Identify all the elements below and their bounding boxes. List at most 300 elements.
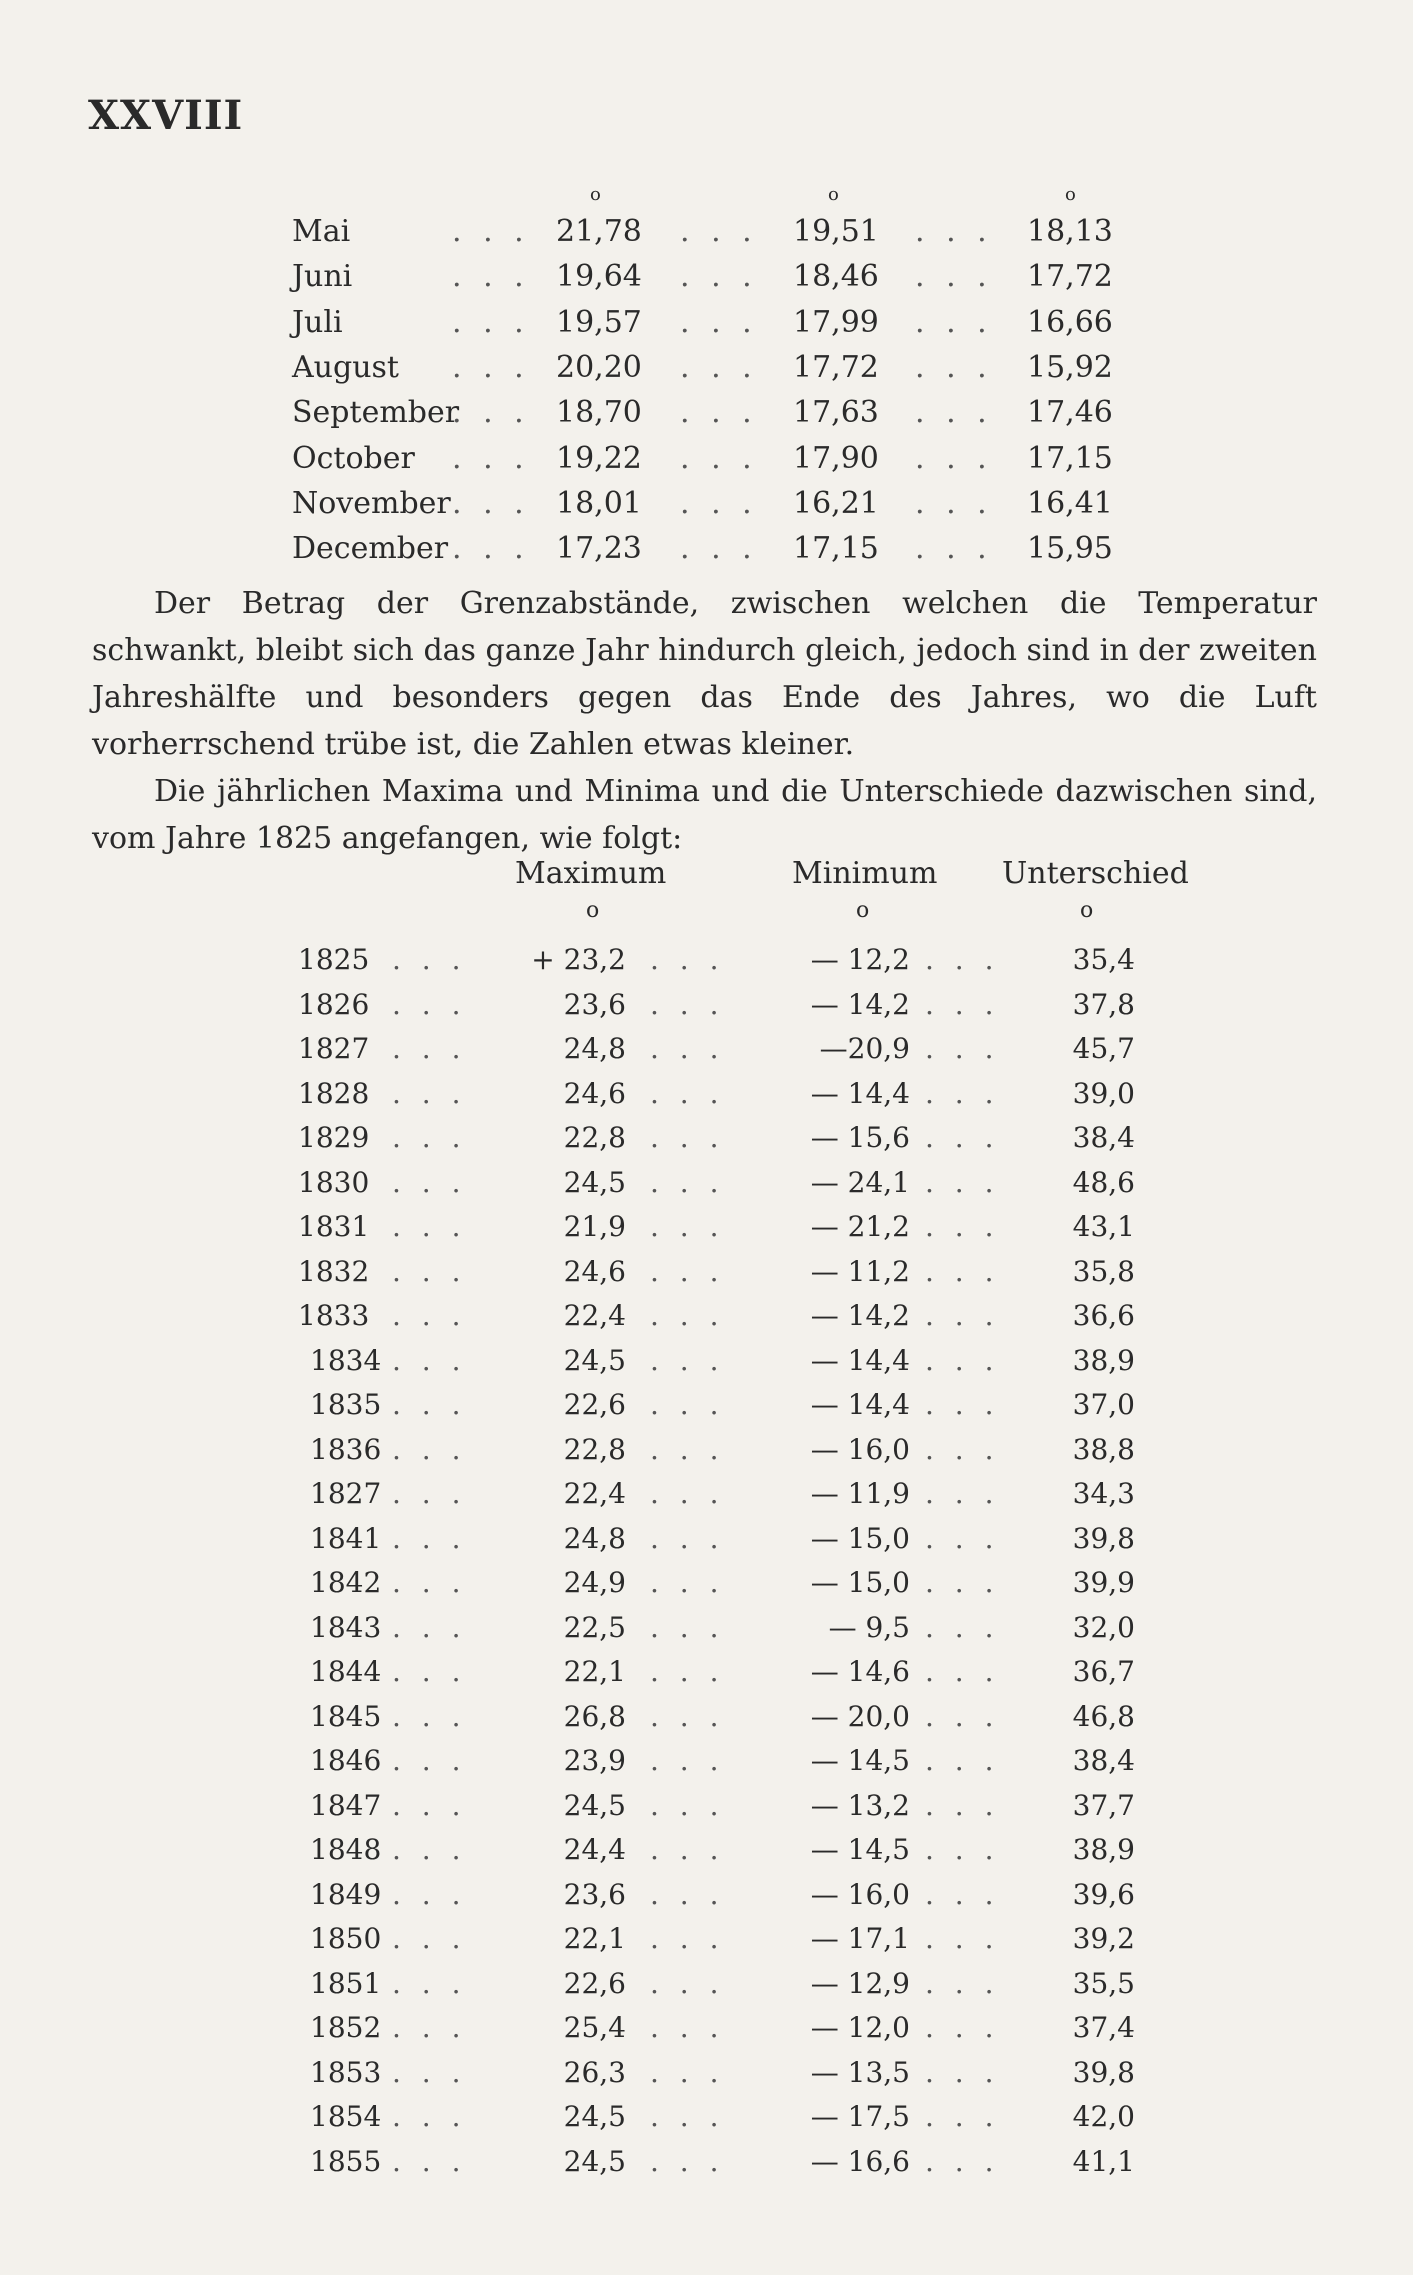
year-cell: 1847 [310,1788,382,1822]
value-cell: 19,51 [793,214,879,249]
minimum-cell: — 21,2 [810,1210,910,1243]
table-row [0,529,1413,569]
difference-cell: 39,6 [1072,1877,1135,1911]
year-cell: 1842 [310,1566,382,1599]
table-row [0,1919,1413,1959]
paragraph: Die jährlichen Maxima und Minima und die Unterschiede dazwischen sind, vom Jahre 1825 angefangen, wie folgt: [92,774,1317,856]
year-cell: 1835 [310,1388,382,1421]
year-cell: 1849 [310,1877,382,1911]
leader-dots: . . . [650,2144,725,2178]
text-paragraph-1 [92,580,1317,768]
maximum-cell: 22,4 [563,1477,626,1510]
leader-dots: . . . [925,943,1000,976]
minimum-cell: — 13,2 [810,1788,910,1822]
difference-cell: 37,8 [1072,987,1135,1021]
leader-dots: . . . [925,1165,1000,1199]
value-cell: 15,92 [1027,349,1113,385]
leader-dots: . . . [925,1076,1000,1110]
leader-dots: . . . [915,485,993,521]
month-label: December [292,531,449,567]
year-cell: 1854 [310,2100,382,2133]
leader-dots: . . . [650,1610,725,1644]
minimum-cell: — 15,0 [810,1521,910,1555]
leader-dots: . . . [650,1966,725,2000]
leader-dots: . . . [680,440,758,476]
leader-dots: . . . [650,1343,725,1377]
value-cell: 18,70 [556,395,642,431]
maximum-cell: 26,3 [563,2055,626,2089]
leader-dots: . . . [392,1788,467,1822]
table-row [0,257,1413,297]
leader-dots: . . . [915,349,993,385]
maximum-cell: 23,6 [563,987,626,1021]
maximum-cell: 22,8 [563,1432,626,1466]
leader-dots: . . . [650,1388,725,1421]
leader-dots: . . . [650,1744,725,1777]
maximum-cell: 23,6 [563,1877,626,1911]
leader-dots: . . . [452,531,530,567]
difference-cell: 37,0 [1072,1388,1135,1421]
difference-cell: 37,4 [1072,2011,1135,2044]
leader-dots: . . . [925,1833,1000,1866]
leader-dots: . . . [392,1165,467,1199]
maximum-cell: + 23,2 [531,943,626,976]
year-cell: 1841 [310,1521,382,1555]
table-row [0,1296,1413,1336]
table-row [0,1964,1413,2004]
minimum-cell: — 16,6 [810,2144,910,2178]
year-cell: 1834 [310,1343,382,1377]
difference-cell: 39,0 [1072,1076,1135,1110]
value-cell: 19,64 [556,259,642,295]
difference-cell: 38,9 [1072,1343,1135,1377]
difference-cell: 38,4 [1072,1121,1135,1154]
table-row [0,985,1413,1025]
value-cell: 20,20 [556,349,642,385]
leader-dots: . . . [925,1744,1000,1777]
leader-dots: . . . [925,1210,1000,1243]
leader-dots: . . . [452,440,530,476]
leader-dots: . . . [925,1877,1000,1911]
value-cell: 19,22 [556,440,642,476]
minimum-cell: — 17,5 [810,2100,910,2133]
difference-cell: 39,8 [1072,2055,1135,2089]
header-minimum: Minimum [792,856,938,891]
difference-cell: 39,9 [1072,1566,1135,1599]
value-cell: 17,46 [1027,395,1113,431]
difference-cell: 42,0 [1072,2100,1135,2133]
leader-dots: . . . [650,1655,725,1688]
degree-mark: o [828,184,839,205]
leader-dots: . . . [392,1966,467,2000]
leader-dots: . . . [680,395,758,431]
value-cell: 21,78 [556,214,642,249]
maximum-cell: 22,6 [563,1388,626,1421]
leader-dots: . . . [392,1477,467,1510]
minimum-cell: — 20,0 [810,1699,910,1733]
leader-dots: . . . [925,2144,1000,2178]
leader-dots: . . . [392,1922,467,1955]
month-label: Juni [292,259,353,295]
leader-dots: . . . [915,304,993,340]
leader-dots: . . . [925,1477,1000,1510]
leader-dots: . . . [925,2100,1000,2133]
year-cell: 1836 [310,1432,382,1466]
leader-dots: . . . [650,1566,725,1599]
year-cell: 1827 [298,1032,370,1065]
year-cell: 1844 [310,1655,382,1688]
maximum-cell: 24,5 [563,2100,626,2133]
table-row [0,2097,1413,2137]
minimum-cell: — 14,4 [810,1388,910,1421]
text-paragraph-2 [92,768,1317,862]
month-label: Mai [292,214,351,249]
leader-dots: . . . [392,1744,467,1777]
leader-dots: . . . [392,1699,467,1733]
difference-cell: 39,2 [1072,1922,1135,1955]
table-row [0,1608,1413,1648]
year-cell: 1826 [298,987,370,1021]
maximum-cell: 24,8 [563,1521,626,1555]
minimum-cell: —20,9 [819,1032,910,1065]
table-row [0,1474,1413,1514]
table-row [0,1830,1413,1870]
degree-mark: o [856,898,870,923]
leader-dots: . . . [925,2055,1000,2089]
maximum-cell: 22,6 [563,1966,626,2000]
leader-dots: . . . [392,1566,467,1599]
year-cell: 1827 [310,1477,382,1510]
leader-dots: . . . [650,1521,725,1555]
table-row [0,1029,1413,1069]
year-cell: 1830 [298,1165,370,1199]
year-cell: 1848 [310,1833,382,1866]
difference-cell: 39,8 [1072,1521,1135,1555]
leader-dots: . . . [452,304,530,340]
value-cell: 17,72 [793,349,879,385]
leader-dots: . . . [392,1343,467,1377]
leader-dots: . . . [915,395,993,431]
leader-dots: . . . [680,485,758,521]
leader-dots: . . . [925,2011,1000,2044]
value-cell: 17,15 [793,531,879,567]
leader-dots: . . . [650,1432,725,1466]
leader-dots: . . . [925,1566,1000,1599]
leader-dots: . . . [650,1165,725,1199]
leader-dots: . . . [925,1432,1000,1466]
leader-dots: . . . [650,1788,725,1822]
leader-dots: . . . [392,1032,467,1065]
maximum-cell: 24,8 [563,1032,626,1065]
difference-cell: 34,3 [1072,1477,1135,1510]
maximum-cell: 24,5 [563,1788,626,1822]
difference-cell: 46,8 [1072,1699,1135,1733]
maximum-cell: 22,1 [563,1922,626,1955]
difference-cell: 36,7 [1072,1655,1135,1688]
degree-mark: o [1065,184,1076,205]
difference-cell: 35,5 [1072,1966,1135,2000]
leader-dots: . . . [392,1432,467,1466]
leader-dots: . . . [392,1877,467,1911]
leader-dots: . . . [680,259,758,295]
leader-dots: . . . [650,1032,725,1065]
header-unterschied: Unterschied [1002,856,1189,891]
leader-dots: . . . [925,1343,1000,1377]
leader-dots: . . . [650,2055,725,2089]
leader-dots: . . . [925,1655,1000,1688]
leader-dots: . . . [392,1076,467,1110]
year-cell: 1852 [310,2011,382,2044]
minimum-cell: — 14,6 [810,1655,910,1688]
value-cell: 18,01 [556,485,642,521]
leader-dots: . . . [925,1610,1000,1644]
leader-dots: . . . [392,1254,467,1288]
table-row [0,439,1413,479]
value-cell: 16,21 [793,485,879,521]
leader-dots: . . . [392,1521,467,1555]
year-cell: 1829 [298,1121,370,1154]
maximum-cell: 24,4 [563,1833,626,1866]
minimum-cell: — 14,4 [810,1076,910,1110]
leader-dots: . . . [650,1210,725,1243]
leader-dots: . . . [650,1477,725,1510]
table-row [0,940,1413,980]
maximum-cell: 24,5 [563,2144,626,2178]
year-cell: 1831 [298,1210,370,1243]
difference-cell: 48,6 [1072,1165,1135,1199]
month-label: September [292,395,460,431]
value-cell: 17,99 [793,304,879,340]
table-row [0,2142,1413,2182]
leader-dots: . . . [452,259,530,295]
maximum-cell: 24,5 [563,1165,626,1199]
leader-dots: . . . [650,1699,725,1733]
table-row [0,1786,1413,1826]
value-cell: 19,57 [556,304,642,340]
leader-dots: . . . [650,1877,725,1911]
leader-dots: . . . [392,2144,467,2178]
leader-dots: . . . [925,1032,1000,1065]
difference-cell: 41,1 [1072,2144,1135,2178]
table-row [0,393,1413,433]
leader-dots: . . . [392,1655,467,1688]
table-row [0,1741,1413,1781]
leader-dots: . . . [915,440,993,476]
maximum-cell: 22,8 [563,1121,626,1154]
minimum-cell: — 16,0 [810,1877,910,1911]
leader-dots: . . . [925,1299,1000,1332]
table-row [0,348,1413,388]
leader-dots: . . . [915,259,993,295]
difference-cell: 37,7 [1072,1788,1135,1822]
value-cell: 17,15 [1027,440,1113,476]
table-row [0,212,1413,252]
table-row [0,1163,1413,1203]
leader-dots: . . . [650,1922,725,1955]
month-label: November [292,485,451,521]
table-row [0,1207,1413,1247]
difference-cell: 35,4 [1072,943,1135,976]
leader-dots: . . . [392,987,467,1021]
value-cell: 17,72 [1027,259,1113,295]
minimum-cell: — 12,2 [810,943,910,976]
minimum-cell: — 11,2 [810,1254,910,1288]
leader-dots: . . . [452,214,530,249]
value-cell: 17,90 [793,440,879,476]
value-cell: 16,41 [1027,485,1113,521]
leader-dots: . . . [680,349,758,385]
leader-dots: . . . [650,1254,725,1288]
maximum-cell: 26,8 [563,1699,626,1733]
leader-dots: . . . [925,1922,1000,1955]
table-row [0,1341,1413,1381]
leader-dots: . . . [392,2011,467,2044]
maximum-cell: 22,5 [563,1610,626,1644]
minimum-cell: — 15,0 [810,1566,910,1599]
month-label: October [292,440,415,476]
leader-dots: . . . [650,1299,725,1332]
maximum-cell: 24,6 [563,1254,626,1288]
year-cell: 1853 [310,2055,382,2089]
leader-dots: . . . [392,1388,467,1421]
difference-cell: 38,9 [1072,1833,1135,1866]
table-row [0,2053,1413,2093]
leader-dots: . . . [650,987,725,1021]
table-row [0,1252,1413,1292]
year-cell: 1825 [298,943,370,976]
leader-dots: . . . [392,2055,467,2089]
table-row [0,484,1413,524]
difference-cell: 38,8 [1072,1432,1135,1466]
value-cell: 16,66 [1027,304,1113,340]
minimum-cell: — 17,1 [810,1922,910,1955]
year-cell: 1832 [298,1254,370,1288]
leader-dots: . . . [925,1121,1000,1154]
difference-cell: 38,4 [1072,1744,1135,1777]
leader-dots: . . . [392,2100,467,2133]
leader-dots: . . . [452,395,530,431]
leader-dots: . . . [680,214,758,249]
header-maximum: Maximum [515,856,667,891]
maximum-cell: 21,9 [563,1210,626,1243]
leader-dots: . . . [915,531,993,567]
year-cell: 1855 [310,2144,382,2178]
leader-dots: . . . [650,1121,725,1154]
leader-dots: . . . [392,1833,467,1866]
value-cell: 17,23 [556,531,642,567]
value-cell: 15,95 [1027,531,1113,567]
minimum-cell: — 14,2 [810,1299,910,1332]
table-row [0,1519,1413,1559]
table-row [0,1074,1413,1114]
leader-dots: . . . [392,1121,467,1154]
leader-dots: . . . [650,2011,725,2044]
degree-mark: o [586,898,600,923]
leader-dots: . . . [680,531,758,567]
table-row [0,1697,1413,1737]
leader-dots: . . . [680,304,758,340]
leader-dots: . . . [925,1966,1000,2000]
minimum-cell: — 14,2 [810,987,910,1021]
leader-dots: . . . [650,2100,725,2133]
minimum-cell: — 9,5 [828,1610,910,1644]
leader-dots: . . . [925,1699,1000,1733]
table-row [0,1563,1413,1603]
maximum-cell: 22,4 [563,1299,626,1332]
minimum-cell: — 14,5 [810,1833,910,1866]
leader-dots: . . . [925,987,1000,1021]
table-row [0,1385,1413,1425]
minimum-cell: — 15,6 [810,1121,910,1154]
minimum-cell: — 14,5 [810,1744,910,1777]
year-cell: 1850 [310,1922,382,1955]
month-label: Juli [292,304,343,340]
minimum-cell: — 16,0 [810,1432,910,1466]
minimum-cell: — 12,9 [810,1966,910,2000]
leader-dots: . . . [392,1299,467,1332]
leader-dots: . . . [392,943,467,976]
table-row [0,1875,1413,1915]
year-cell: 1845 [310,1699,382,1733]
paragraph: Der Betrag der Grenzabstände, zwischen welchen die Temperatur schwankt, bleibt sich das ganze Jahr hindurch gleich, jedoch sind in der zweiten Jahreshälfte und besonders gegen das Ende des Jahres, wo die Luft vorherrschend trübe ist, die Zahlen etwas kleiner. [92,586,1317,762]
maximum-cell: 24,5 [563,1343,626,1377]
table-row [0,2008,1413,2048]
minimum-cell: — 11,9 [810,1477,910,1510]
table-row [0,1430,1413,1470]
leader-dots: . . . [650,1076,725,1110]
table-row [0,1652,1413,1692]
leader-dots: . . . [925,1788,1000,1822]
leader-dots: . . . [452,485,530,521]
leader-dots: . . . [925,1388,1000,1421]
difference-cell: 36,6 [1072,1299,1135,1332]
maximum-cell: 25,4 [563,2011,626,2044]
table-row [0,1118,1413,1158]
leader-dots: . . . [392,1210,467,1243]
difference-cell: 32,0 [1072,1610,1135,1644]
minimum-cell: — 13,5 [810,2055,910,2089]
minimum-cell: — 14,4 [810,1343,910,1377]
table-row [0,303,1413,343]
month-label: August [292,349,399,385]
degree-mark: o [590,184,601,205]
maximum-cell: 24,6 [563,1076,626,1110]
leader-dots: . . . [392,1610,467,1644]
year-cell: 1833 [298,1299,370,1332]
maximum-cell: 22,1 [563,1655,626,1688]
difference-cell: 45,7 [1072,1032,1135,1065]
minimum-cell: — 12,0 [810,2011,910,2044]
value-cell: 18,13 [1027,214,1113,249]
page-number: XXVIII [88,92,244,139]
year-cell: 1828 [298,1076,370,1110]
leader-dots: . . . [650,1833,725,1866]
minimum-cell: — 24,1 [810,1165,910,1199]
value-cell: 18,46 [793,259,879,295]
maximum-cell: 23,9 [563,1744,626,1777]
maximum-cell: 24,9 [563,1566,626,1599]
leader-dots: . . . [650,943,725,976]
degree-mark: o [1080,898,1094,923]
difference-cell: 43,1 [1072,1210,1135,1243]
leader-dots: . . . [915,214,993,249]
year-cell: 1843 [310,1610,382,1644]
year-cell: 1846 [310,1744,382,1777]
value-cell: 17,63 [793,395,879,431]
leader-dots: . . . [925,1521,1000,1555]
year-cell: 1851 [310,1966,382,2000]
leader-dots: . . . [452,349,530,385]
